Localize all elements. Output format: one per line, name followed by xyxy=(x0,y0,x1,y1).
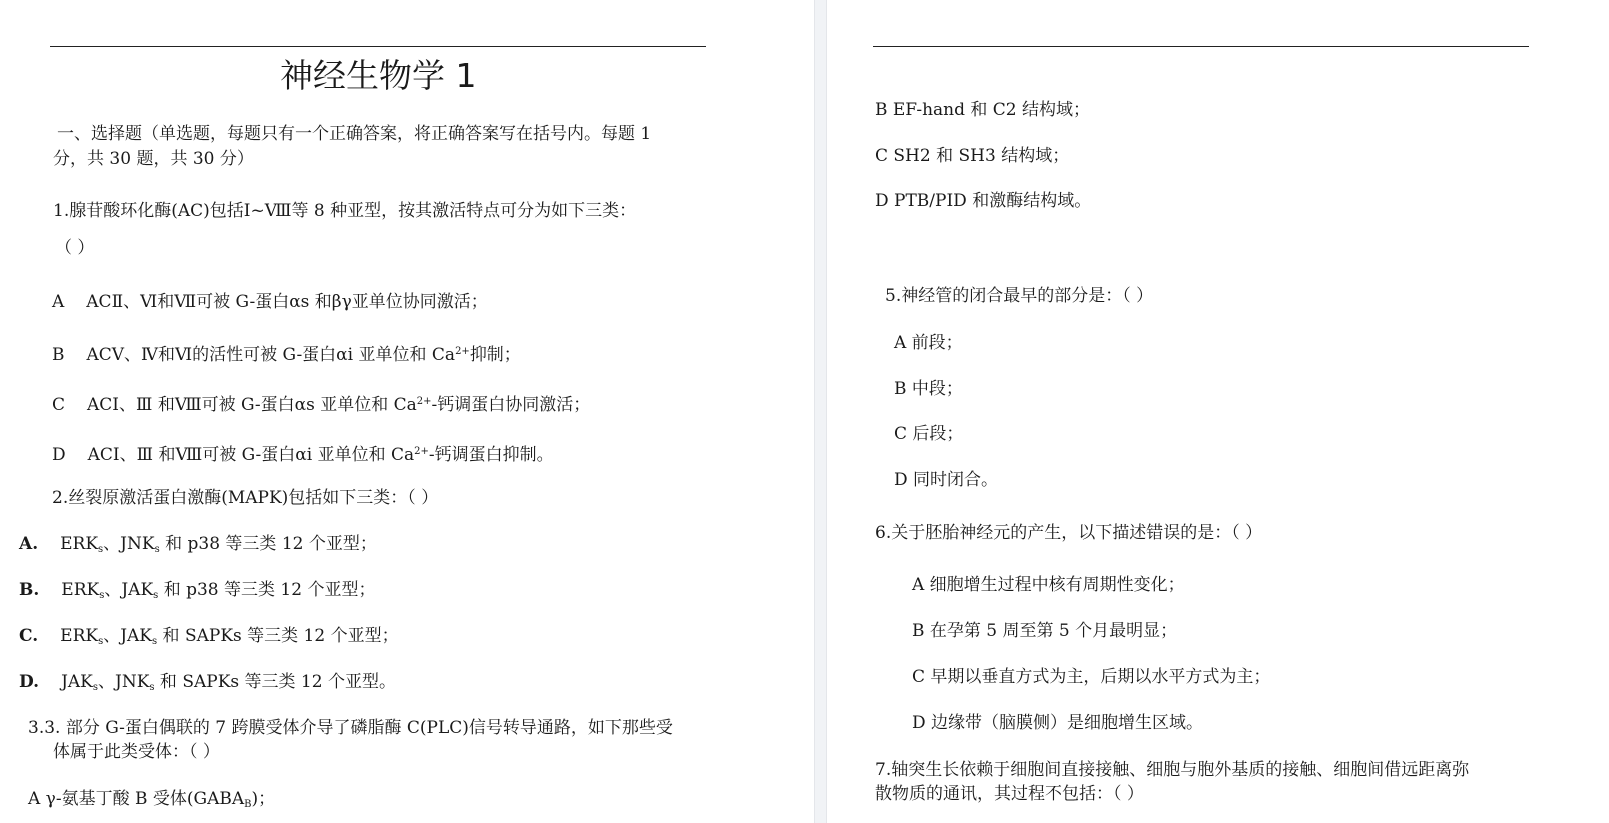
option-text: 和 SAPKs 等三类 12 个亚型； xyxy=(157,626,399,646)
q5-option-a: A 前段； xyxy=(894,333,963,353)
option-text: ERK xyxy=(60,626,99,646)
option-text: ACⅡ、Ⅵ和Ⅶ可被 G-蛋白αs 和βγ亚单位协同激活； xyxy=(86,292,488,312)
subscript: s xyxy=(152,636,158,647)
page-gutter xyxy=(814,0,827,823)
subscript: s xyxy=(92,682,98,693)
superscript: 2+ xyxy=(414,446,429,457)
section-intro-line2: 分，共 30 题，共 30 分） xyxy=(53,149,254,169)
q1-stem: 1.腺苷酸环化酶(AC)包括Ⅰ~Ⅷ等 8 种亚型，按其激活特点可分为如下三类： xyxy=(53,201,637,221)
q6-option-a: A 细胞增生过程中核有周期性变化； xyxy=(912,575,1185,595)
option-letter: D. xyxy=(19,672,40,692)
q3-option-a xyxy=(28,788,275,816)
subscript: s xyxy=(98,636,104,647)
page-right xyxy=(827,0,1609,823)
q5-option-c: C 后段； xyxy=(894,424,964,444)
q1-option-d xyxy=(52,441,554,466)
option-text: 和 SAPKs 等三类 12 个亚型。 xyxy=(154,672,396,692)
option-letter: D xyxy=(52,445,66,465)
q6-option-c: C 早期以垂直方式为主，后期以水平方式为主； xyxy=(912,667,1271,687)
subscript: s xyxy=(149,682,155,693)
option-letter: C xyxy=(52,395,66,415)
section-intro-line1: 一、选择题（单选题，每题只有一个正确答案，将正确答案写在括号内。每题 1 xyxy=(57,124,652,144)
option-text: 和 p38 等三类 12 个亚型； xyxy=(159,534,377,554)
q3-stem-line2: 体属于此类受体：（ ） xyxy=(53,742,220,762)
option-letter: B xyxy=(52,345,65,365)
q6-option-d: D 边缘带（脑膜侧）是细胞增生区域。 xyxy=(912,713,1204,733)
option-text: JAK xyxy=(61,672,93,692)
option-text-end: )； xyxy=(251,789,276,809)
subscript: s xyxy=(99,590,105,601)
header-rule xyxy=(50,46,706,47)
q5-option-b: B 中段； xyxy=(894,379,963,399)
option-text: 、JNK xyxy=(103,534,155,554)
document-title: 神经生物学 1 xyxy=(280,56,477,95)
option-letter: B. xyxy=(19,580,40,600)
q2-option-d xyxy=(19,671,396,699)
option-text: ACⅤ、Ⅳ和Ⅵ的活性可被 G-蛋白αi 亚单位和 Ca xyxy=(86,345,456,365)
option-text: ACⅠ、Ⅲ 和Ⅷ可被 G-蛋白αs 亚单位和 Ca xyxy=(87,395,417,415)
q2-option-c xyxy=(19,625,399,653)
q4-option-d: D PTB/PID 和激酶结构域。 xyxy=(875,191,1092,211)
q5-option-d: D 同时闭合。 xyxy=(894,470,999,490)
superscript: 2+ xyxy=(455,346,470,357)
option-letter: A xyxy=(52,292,65,312)
q1-answer-bracket: （ ） xyxy=(55,238,95,258)
q4-option-b: B EF-hand 和 C2 结构域； xyxy=(875,100,1091,120)
option-text: 和 p38 等三类 12 个亚型； xyxy=(158,580,376,600)
option-text: 、JNK xyxy=(98,672,150,692)
q6-option-b: B 在孕第 5 周至第 5 个月最明显； xyxy=(912,621,1178,641)
q4-option-c: C SH2 和 SH3 结构域； xyxy=(875,146,1070,166)
q6-stem: 6.关于胚胎神经元的产生，以下描述错误的是：（ ） xyxy=(875,523,1263,543)
superscript: 2+ xyxy=(416,396,432,407)
header-rule xyxy=(873,46,1529,47)
q1-option-c xyxy=(52,391,590,416)
option-text: A γ-氨基丁酸 B 受体(GABA xyxy=(28,789,245,809)
q2-option-a xyxy=(19,533,377,561)
option-text: ACⅠ、Ⅲ 和Ⅷ可被 G-蛋白αi 亚单位和 Ca xyxy=(87,445,415,465)
subscript: s xyxy=(98,544,104,555)
option-text-end: 抑制； xyxy=(469,345,521,365)
q2-option-b xyxy=(19,579,375,607)
option-text: 、JAK xyxy=(103,626,153,646)
option-letter: A. xyxy=(19,534,39,554)
q1-option-a xyxy=(52,291,488,313)
option-text: ERK xyxy=(61,580,100,600)
q3-stem-line1: 3.3. 部分 G-蛋白偶联的 7 跨膜受体介导了磷脂酶 C(PLC)信号转导通路，如下那些受 xyxy=(28,718,673,738)
option-text-end: -钙调蛋白抑制。 xyxy=(428,445,554,465)
q7-stem-line1: 7.轴突生长依赖于细胞间直接接触、细胞与胞外基质的接触、细胞间借远距离弥 xyxy=(875,760,1470,780)
q7-stem-line2: 散物质的通讯，其过程不包括：（ ） xyxy=(875,784,1144,804)
q2-stem: 2.丝裂原激活蛋白激酶(MAPK)包括如下三类：（ ） xyxy=(52,488,439,508)
subscript: s xyxy=(154,544,160,555)
option-text: 、JAK xyxy=(104,580,154,600)
option-text: ERK xyxy=(60,534,99,554)
subscript: B xyxy=(244,799,252,810)
subscript: s xyxy=(153,590,159,601)
option-text-end: -钙调蛋白协同激活； xyxy=(431,395,591,415)
option-letter: C. xyxy=(19,626,39,646)
q5-stem: 5.神经管的闭合最早的部分是：（ ） xyxy=(885,286,1154,306)
q1-option-b xyxy=(52,341,521,366)
